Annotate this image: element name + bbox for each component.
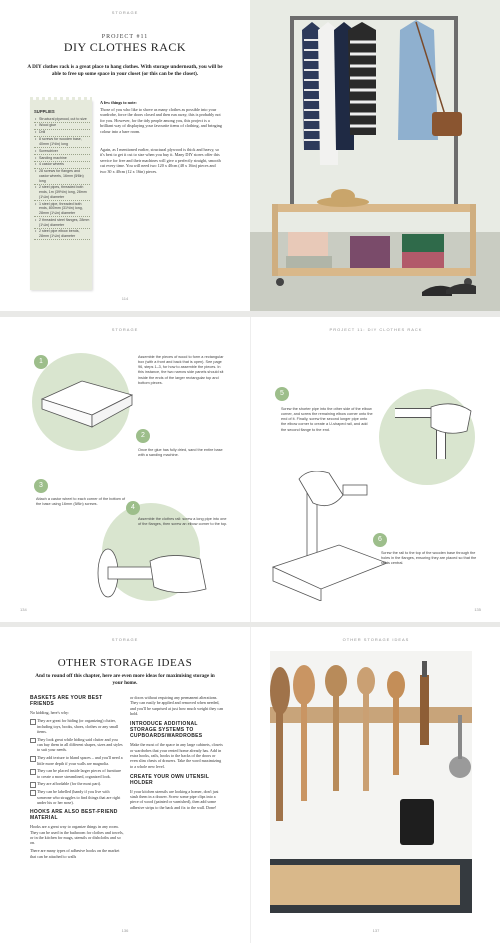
page-134 [0,317,250,622]
page-number: 134 [20,607,27,612]
spread-steps [0,317,500,622]
checklist-item: They are great for hiding (or organizing) clutter, including toys, books, shoes, clothes or any small items. [30,718,124,734]
running-header: PROJECT 11: DIY CLOTHES RACK [329,327,423,332]
step-number: 5 [275,387,289,401]
page-114 [0,0,250,311]
supplies-note [30,100,92,290]
note-paragraph: Again, as I mentioned earlier, structural plywood is thick and heavy, so it's best to get it cut to size when you buy it. Many DIY stores offer this service for free and their machines will give a perfectly straight, smooth cut every time. You will need two 120 x 40cm (48 x 16in) pieces and two 30 x 40cm (12 x 16in) pieces. [100,147,221,174]
supply-item: • 4 castor wheels [34,162,90,169]
page-title: DIY CLOTHES RACK [63,40,187,54]
page-135 [250,317,500,622]
note-paragraph: Those of you who like to shove as many clothes as possible into your wardrobe, force the doors closed and then run away, this is probably not for you. However, for the tidy people among you, this project is a brilliant way of displaying your favourite items of clothing, and bringing colour into a bare room. [100,107,222,134]
section-paragraph: There are many types of adhesive hooks on the market that can be attached to walls [30,848,120,859]
step-text: Assemble the pieces of wood to form a rectangular box (with a front and back that is open). See page 96, steps 1–3, for how to assemble the pieces. In this instance, the two narrow side panels should sit inside the ends of the larger rectangular top and bottom pieces. [138,355,224,385]
supply-item: • Wood glue [34,123,90,130]
intro-text: And to round off this chapter, here are even more ideas for maximising storage in your home. [35,673,215,687]
checklist-item: They can be labelled (handy if you live with someone who struggles to find things that are right under his or her nose). [30,789,124,805]
clothes-rack-photo [250,0,500,311]
section-paragraph: If your kitchen utensils are looking a homer, don't just stash them in a drawer. Screw some pipe clips into a piece of wood (painted or varnished), then add some adhesive strips to the back and fix to the wall. Done! [130,788,219,810]
page-number: 136 [121,928,129,933]
page-title: OTHER STORAGE IDEAS [57,657,193,669]
step-text: Screw the shorter pipe into the other side of the elbow corner, and screw the remaining elbow corner onto the end of it. Finally, screw the second longer pipe onto the elbow corner to create a U-shaped rail, and add the second flange to the end. [281,407,373,432]
supply-item: • Screwdriver [34,148,90,155]
section-heading: HOOKS ARE ALSO BEST-FRIEND MATERIAL [30,809,118,822]
wooden-box-illustration [38,373,138,433]
step-number: 2 [136,429,150,443]
section-intro: No kidding, here's why: [30,710,70,715]
notes-heading: A few things to note: [100,100,137,105]
step-number: 6 [373,533,387,547]
project-label: PROJECT #11 [101,34,149,40]
step-text: Assemble the clothes rail: screw a long pipe into one of the flanges, then screw an elbow corner to the top. [138,517,228,527]
running-header: STORAGE [111,10,139,15]
supply-item: • 28 screws for flanges and castor wheels, 16mm (5⁄8in) long [34,169,90,185]
step-number: 3 [34,479,48,493]
checklist-item: They add texture to bland spaces – and you'll need a little more depth if your walls are magnolia. [30,755,124,766]
column-right [130,695,224,813]
page-136 [0,627,250,943]
page-number: 137 [372,928,380,933]
section-heading: CREATE YOUR OWN UTENSIL HOLDER [130,773,210,786]
supply-item: • Structural plywood, cut to size [34,116,90,123]
supply-item: • Drill [34,130,90,137]
section-paragraph: Hooks are a great way to organize things in any room. They can be used in the bathroom for clothes and towels, or in the kitchen for mugs, utensils or dishcloths and so on. [30,824,124,846]
section-paragraph: Make the most of the space in any large cabinets, closets or wardrobes that your rented home already has. Add in extra hooks, rails, hooks to the backs of the doors or even slim chests of drawers. Take the word maximizing to a whole new level. [130,742,223,769]
supplies-heading: SUPPLIES [34,109,55,114]
supply-item: • 2 steel pipes, threaded both ends, 1m (39½in) long, 28mm (1¼in) diameter [34,185,90,201]
column-left [30,695,124,862]
supply-item: • 1 steel pipe, threaded both ends, 800mm (31½in) long, 28mm (1¼in) diameter [34,201,90,217]
utensil-illustration [270,651,472,913]
section-heading: BASKETS ARE YOUR BEST FRIENDS [30,695,103,707]
intro-text: A DIY clothes rack is a great place to hang clothes. With storage underneath, you will be able to free up some space in your closet (or this can be the closet). [27,64,223,78]
step-text: Screw the rail to the top of the wooden base through the holes in the flanges, ensuring they are placed so that the rail is central. [381,551,477,566]
checklist-item: They look great while hiding said clutter and you can buy them in all different shapes, sizes and styles to suit your needs. [30,737,124,753]
section-heading: INTRODUCE ADDITIONAL STORAGE SYSTEMS TO CUPBOARDS/WARDROBES [130,721,203,740]
step-text: Once the glue has fully dried, sand the entire base with a sanding machine. [138,448,223,458]
step-number: 4 [126,501,140,515]
hand-flange-illustration [88,539,218,599]
supply-item: • 8 screws for wooden base, 40mm (1½in) long [34,137,90,149]
step-number: 1 [34,355,48,369]
checklist-item: They are affordable (for the most part). [30,781,124,786]
supply-item: • 2 threaded steel flanges, 28mm (1¼in) diameter [34,217,90,229]
supply-item: • 2 steel pipe elbow bends, 28mm (1¼in) diameter [34,229,90,241]
running-header: STORAGE [111,327,139,332]
spread-storage-ideas [0,627,500,943]
supply-item: • Sanding machine [34,155,90,162]
running-header: STORAGE [111,637,139,642]
checklist [30,718,124,805]
page-number: 135 [474,607,481,612]
clothes-rack-illustration [250,0,500,311]
elbow-pipe-illustration [391,397,481,467]
section-paragraph: or doors without requiring any permanent alterations. They can easily be applied and removed when needed, and you'll be surprised at just how much weight they can hold. [130,695,224,716]
rail-assembly-illustration [269,471,389,601]
checklist-item: They can be placed inside larger pieces of furniture to create a more streamlined, organized look. [30,768,124,779]
utensil-holder-photo [270,651,472,913]
step-text: Attach a castor wheel to each corner of the bottom of the base using 16mm (5⁄8in) screws. [36,497,126,507]
page-number: 114 [121,296,129,301]
torn-edge [30,97,92,101]
supplies-list [34,116,90,240]
spread-project-intro [0,0,500,311]
running-header: OTHER STORAGE IDEAS [342,637,410,642]
